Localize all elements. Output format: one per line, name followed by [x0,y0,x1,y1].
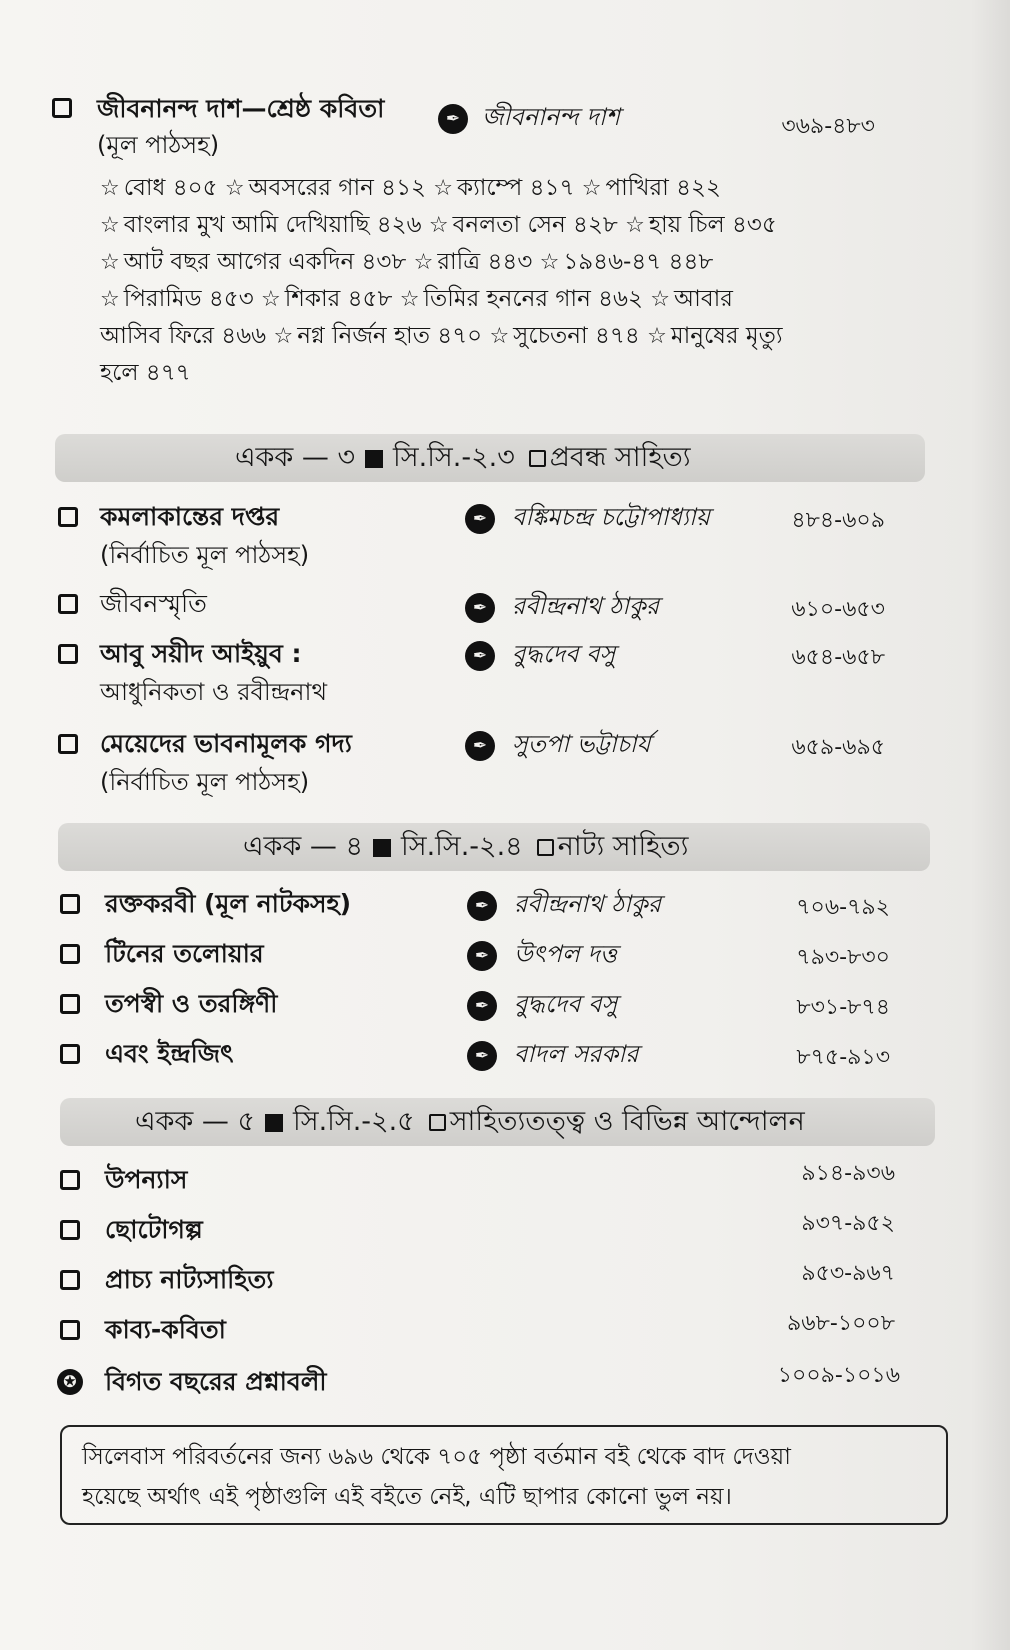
poem-label: বোধ ৪০৫ [123,175,218,201]
poem-label: নগ্ন নির্জন হাত ৪৭০ [297,323,483,349]
unit-subject: সাহিত্যতত্ত্ব ও বিভিন্ন আন্দোলন [449,1106,805,1137]
notice-line-2: হয়েছে অর্থাৎ এই পৃষ্ঠাগুলি এই বইতে নেই, এটি ছাপার কোনো ভুল নয়। [82,1484,732,1510]
pen-nib-icon: ✒ [467,941,497,971]
star-icon: ☆ [581,176,602,201]
poem-item [273,323,482,349]
star-icon: ☆ [489,324,510,349]
entry-author: বাদল সরকার [514,1040,639,1068]
unit-label: একক — ৩ [235,442,356,473]
checkbox-icon [60,994,80,1014]
poem-label: আট বছর আগের একদিন ৪৩৮ [123,249,407,275]
unit-code: সি.সি.-২.৪ [401,831,523,862]
checkbox-icon [58,594,78,614]
pen-nib-icon: ✒ [465,641,495,671]
poem-label: তিমির হননের গান ৪৬২ [423,286,643,312]
page-edge-shadow [970,0,1010,1650]
poem-list [100,170,800,391]
unit-3-heading [235,434,691,482]
star-icon: ☆ [650,287,670,312]
entry-title: টিনের তলোয়ার [105,939,264,968]
star-icon: ☆ [625,213,645,238]
entry-author: রবীন্দ্রনাথ ঠাকুর [512,592,660,620]
star-icon: ☆ [100,250,120,275]
star-icon: ☆ [428,213,449,238]
poem-item [582,175,721,201]
poem-label: পিরামিড ৪৫৩ [123,286,254,312]
pen-nib-icon: ✒ [467,1041,497,1071]
checkbox-icon [52,98,72,118]
entry-pages: ৯৩৭-৯৫২ [801,1211,895,1236]
entry-subtitle: (মূল পাঠসহ) [97,131,220,159]
entry-pages: ৬৫৪-৬৫৮ [791,645,885,670]
checkbox-icon [60,1320,80,1340]
unit-label: একক — ৫ [135,1106,256,1137]
star-icon: ☆ [260,287,281,312]
poem-item [100,212,422,238]
pen-nib-icon: ✒ [467,891,497,921]
entry-pages: ৯৫৩-৯৬৭ [801,1261,895,1286]
poem-label: বনলতা সেন ৪২৮ [452,212,618,238]
pen-nib-icon: ✒ [438,104,468,134]
unit-code: সি.সি.-২.৫ [293,1106,415,1137]
entry-author: জীবনানন্দ দাশ [482,103,620,131]
checkbox-icon [58,734,78,754]
entry-title: উপন্যাস [105,1165,188,1194]
entry-pages: ১০০৯-১০১৬ [777,1363,900,1388]
entry-title: মেয়েদের ভাবনামূলক গদ্য [100,729,352,758]
entry-title: রক্তকরবী (মূল নাটকসহ) [105,889,352,918]
unit-3-banner [55,434,925,482]
checkbox-icon [429,1114,446,1131]
checkbox-icon [60,1170,80,1190]
poem-label: শিকার ৪৫৮ [284,286,393,312]
syllabus-notice-box [60,1425,948,1525]
entry-title: আবু সয়ীদ আইয়ুব : [100,639,302,668]
unit-4-banner [58,823,930,871]
entry-subtitle: (নির্বাচিত মূল পাঠসহ) [100,768,310,796]
entry-author: উৎপল দত্ত [514,940,618,968]
poem-item [540,249,714,275]
entry-title: ছোটোগল্প [105,1215,203,1244]
poem-label: সুচেতনা ৪৭৪ [513,323,640,349]
entry-pages: ৭৯৩-৮৩০ [796,945,890,970]
entry-title: তপস্বী ও তরঙ্গিণী [105,989,278,1018]
star-icon: ☆ [413,250,434,275]
entry-title: জীবনানন্দ দাশ—শ্রেষ্ঠ কবিতা [97,94,385,123]
poem-item [429,212,618,238]
unit-5-banner [60,1098,935,1146]
unit-4-heading [243,823,688,871]
checkbox-icon [529,450,546,467]
poem-item [100,286,254,312]
star-icon: ☆ [100,176,120,201]
poem-item [261,286,392,312]
entry-pages: ৯৬৮-১০০৮ [787,1311,895,1336]
entry-author: সুতপা ভট্টাচার্য [512,730,651,758]
pen-nib-icon: ✒ [467,991,497,1021]
poem-item [400,286,643,312]
entry-pages: ৮৩১-৮৭৪ [796,995,890,1020]
poem-item [625,212,777,238]
checkbox-icon [58,644,78,664]
poem-label: অবসরের গান ৪১২ [248,175,426,201]
star-icon: ☆ [647,324,667,349]
poem-item [414,249,533,275]
square-bullet-icon [265,1114,283,1132]
circle-star-icon: ✪ [57,1369,83,1395]
unit-subject: প্রবন্ধ সাহিত্য [549,442,691,473]
poem-label: ১৯৪৬-৪৭ ৪৪৮ [563,249,714,275]
star-icon: ☆ [539,250,560,275]
star-icon: ☆ [433,176,453,201]
poem-label: রাত্রি ৪৪৩ [437,249,533,275]
poem-item [225,175,426,201]
poem-item [489,323,639,349]
entry-subtitle: (নির্বাচিত মূল পাঠসহ) [100,541,310,569]
square-bullet-icon [373,839,391,857]
entry-author: রবীন্দ্রনাথ ঠাকুর [514,890,662,918]
poem-item [100,249,406,275]
star-icon: ☆ [224,176,245,201]
entry-title: কাব্য-কবিতা [105,1315,226,1344]
entry-pages: ৯১৪-৯৩৬ [801,1161,895,1186]
star-icon: ☆ [100,287,120,312]
checkbox-icon [58,507,78,527]
poem-label: মানুষের মৃত্যু হলে ৪৭৭ [100,323,783,386]
entry-pages: ৩৬৯-৪৮৩ [781,114,875,139]
poem-label: হায় চিল ৪৩৫ [648,212,777,238]
pen-nib-icon: ✒ [465,593,495,623]
poem-label: বাংলার মুখ আমি দেখিয়াছি ৪২৬ [123,212,422,238]
pen-nib-icon: ✒ [465,731,495,761]
notice-line-1: সিলেবাস পরিবর্তনের জন্য ৬৯৬ থেকে ৭০৫ পৃষ্ঠা বর্তমান বই থেকে বাদ দেওয়া [82,1444,791,1470]
star-icon: ☆ [100,213,120,238]
unit-code: সি.সি.-২.৩ [393,442,515,473]
checkbox-icon [60,1044,80,1064]
checkbox-icon [60,1270,80,1290]
checkbox-icon [60,894,80,914]
star-icon: ☆ [399,287,420,312]
entry-pages: ৬১০-৬৫৩ [791,597,885,622]
unit-label: একক — ৪ [243,831,364,862]
poem-label: পাখিরা ৪২২ [605,175,721,201]
poem-label: আবার আসিব ফিরে ৪৬৬ [100,286,733,349]
poem-item [433,175,574,201]
entry-title: কমলাকান্তের দপ্তর [100,502,280,531]
entry-title: প্রাচ্য নাট্যসাহিত্য [105,1265,274,1294]
entry-title: এবং ইন্দ্রজিৎ [105,1039,234,1068]
poem-item [100,175,218,201]
entry-author: বুদ্ধদেব বসু [514,990,618,1018]
entry-pages: ৭০৬-৭৯২ [796,895,890,920]
entry-subtitle: আধুনিকতা ও রবীন্দ্রনাথ [100,678,327,706]
checkbox-icon [60,944,80,964]
checkbox-icon [60,1220,80,1240]
entry-author: বঙ্কিমচন্দ্র চট্টোপাধ্যায় [512,503,711,531]
entry-title: জীবনস্মৃতি [100,589,207,618]
entry-title: বিগত বছরের প্রশ্নাবলী [105,1367,327,1396]
square-bullet-icon [365,450,383,468]
unit-subject: নাট্য সাহিত্য [557,831,689,862]
entry-pages: ৮৭৫-৯১৩ [796,1045,890,1070]
unit-5-heading [135,1098,805,1146]
star-icon: ☆ [273,324,294,349]
poem-label: ক্যাম্পে ৪১৭ [457,175,575,201]
pen-nib-icon: ✒ [465,504,495,534]
entry-pages: ৪৮৪-৬০৯ [791,508,885,533]
entry-author: বুদ্ধদেব বসু [512,640,616,668]
checkbox-icon [537,839,554,856]
entry-pages: ৬৫৯-৬৯৫ [791,735,885,760]
